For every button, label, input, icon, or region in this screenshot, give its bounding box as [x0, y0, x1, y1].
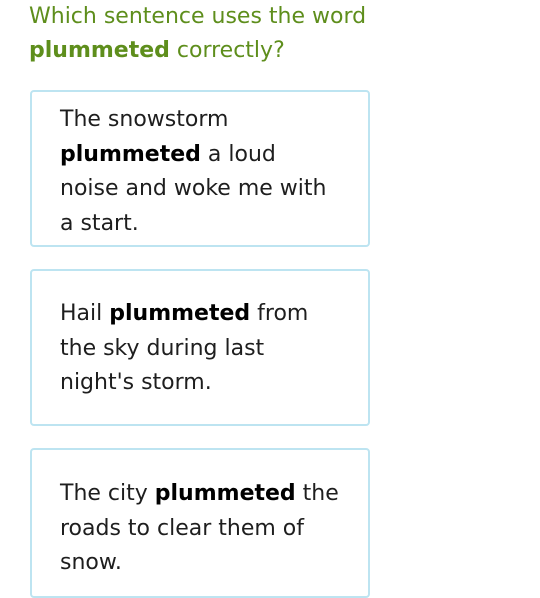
question-prefix: Which sentence uses the word: [29, 4, 367, 29]
choice-3-before: The city: [60, 481, 155, 506]
question-suffix: correctly?: [169, 38, 285, 63]
choice-2-after: from the sky during last night's storm.: [60, 301, 309, 395]
question-keyword: plummeted: [29, 38, 170, 63]
choice-2-keyword: plummeted: [109, 301, 251, 326]
answer-choice-3[interactable]: [30, 448, 370, 598]
choice-2-before: Hail: [60, 301, 110, 326]
answer-choice-2[interactable]: [30, 269, 370, 426]
choice-1-before: The snowstorm: [60, 107, 229, 132]
choice-3-after: the roads to clear them of snow.: [60, 481, 339, 575]
question-text: [29, 0, 449, 68]
choice-3-keyword: plummeted: [154, 481, 296, 506]
choice-1-after: a loud noise and woke me with a start.: [60, 141, 327, 236]
choice-1-keyword: plummeted: [60, 141, 201, 167]
answer-choice-1[interactable]: [30, 90, 370, 247]
